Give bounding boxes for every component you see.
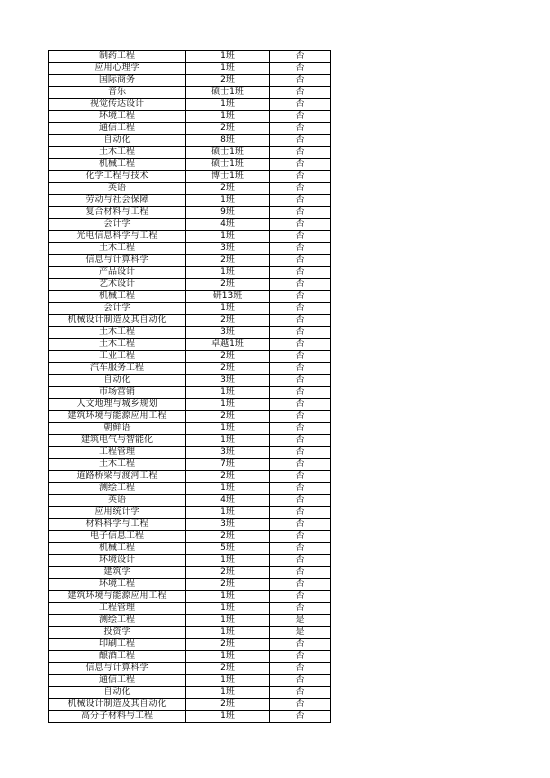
flag-cell: 否 — [270, 339, 331, 351]
class-cell: 1班 — [186, 195, 270, 207]
flag-cell: 否 — [270, 171, 331, 183]
class-cell: 2班 — [186, 363, 270, 375]
major-cell: 环境设计 — [49, 555, 186, 567]
table-row — [49, 63, 331, 75]
table-row — [49, 351, 331, 363]
flag-cell: 否 — [270, 711, 331, 723]
table-row — [49, 675, 331, 687]
major-cell: 人文地理与城乡规划 — [49, 399, 186, 411]
major-cell: 环境工程 — [49, 579, 186, 591]
table-row — [49, 387, 331, 399]
flag-cell: 否 — [270, 267, 331, 279]
table-row — [49, 711, 331, 723]
class-cell: 硕士1班 — [186, 147, 270, 159]
class-cell: 3班 — [186, 327, 270, 339]
flag-cell: 否 — [270, 519, 331, 531]
class-cell: 硕士1班 — [186, 87, 270, 99]
class-cell: 1班 — [186, 507, 270, 519]
table-row — [49, 603, 331, 615]
table-row — [49, 627, 331, 639]
flag-cell: 否 — [270, 315, 331, 327]
major-cell: 材料科学与工程 — [49, 519, 186, 531]
class-cell: 1班 — [186, 687, 270, 699]
major-cell: 环境工程 — [49, 111, 186, 123]
major-cell: 土木工程 — [49, 243, 186, 255]
flag-cell: 否 — [270, 87, 331, 99]
table-row — [49, 639, 331, 651]
flag-cell: 否 — [270, 531, 331, 543]
table-row — [49, 399, 331, 411]
class-cell: 卓越1班 — [186, 339, 270, 351]
major-cell: 光电信息科学与工程 — [49, 231, 186, 243]
class-cell: 2班 — [186, 315, 270, 327]
major-cell: 产品设计 — [49, 267, 186, 279]
flag-cell: 否 — [270, 591, 331, 603]
major-cell: 土木工程 — [49, 339, 186, 351]
table-row — [49, 687, 331, 699]
table-row — [49, 291, 331, 303]
major-cell: 土木工程 — [49, 147, 186, 159]
class-cell: 1班 — [186, 651, 270, 663]
table-row — [49, 615, 331, 627]
class-cell: 硕士1班 — [186, 159, 270, 171]
table-row — [49, 651, 331, 663]
major-cell: 英语 — [49, 495, 186, 507]
class-cell: 2班 — [186, 123, 270, 135]
major-cell: 工业工程 — [49, 351, 186, 363]
major-cell: 机械设计制造及其自动化 — [49, 315, 186, 327]
class-cell: 7班 — [186, 459, 270, 471]
table-row — [49, 435, 331, 447]
class-cell: 1班 — [186, 555, 270, 567]
major-cell: 机械工程 — [49, 291, 186, 303]
table-row — [49, 423, 331, 435]
class-cell: 1班 — [186, 591, 270, 603]
class-cell: 研13班 — [186, 291, 270, 303]
class-cell: 3班 — [186, 447, 270, 459]
flag-cell: 否 — [270, 135, 331, 147]
class-cell: 1班 — [186, 99, 270, 111]
class-cell: 5班 — [186, 543, 270, 555]
flag-cell: 否 — [270, 303, 331, 315]
major-cell: 会计学 — [49, 303, 186, 315]
major-cell: 土木工程 — [49, 459, 186, 471]
class-cell: 3班 — [186, 375, 270, 387]
class-cell: 2班 — [186, 579, 270, 591]
class-cell: 2班 — [186, 255, 270, 267]
table-body — [49, 51, 331, 723]
table-row — [49, 363, 331, 375]
flag-cell: 否 — [270, 51, 331, 63]
flag-cell: 否 — [270, 231, 331, 243]
table-row — [49, 375, 331, 387]
major-cell: 测绘工程 — [49, 483, 186, 495]
flag-cell: 否 — [270, 603, 331, 615]
table-row — [49, 243, 331, 255]
table-row — [49, 147, 331, 159]
major-cell: 建筑电气与智能化 — [49, 435, 186, 447]
table-row — [49, 543, 331, 555]
table-row — [49, 555, 331, 567]
major-cell: 信息与计算科学 — [49, 663, 186, 675]
class-cell: 8班 — [186, 135, 270, 147]
flag-cell: 否 — [270, 675, 331, 687]
table-row — [49, 411, 331, 423]
major-cell: 酿酒工程 — [49, 651, 186, 663]
flag-cell: 否 — [270, 195, 331, 207]
major-cell: 会计学 — [49, 219, 186, 231]
table-row — [49, 99, 331, 111]
major-cell: 应用心理学 — [49, 63, 186, 75]
class-cell: 1班 — [186, 483, 270, 495]
major-cell: 信息与计算科学 — [49, 255, 186, 267]
table-row — [49, 219, 331, 231]
class-cell: 博士1班 — [186, 171, 270, 183]
major-cell: 机械工程 — [49, 543, 186, 555]
flag-cell: 否 — [270, 639, 331, 651]
class-cell: 2班 — [186, 639, 270, 651]
major-cell: 市场营销 — [49, 387, 186, 399]
class-cell: 1班 — [186, 675, 270, 687]
class-cell: 1班 — [186, 435, 270, 447]
table-row — [49, 159, 331, 171]
class-cell: 9班 — [186, 207, 270, 219]
table-row — [49, 111, 331, 123]
flag-cell: 否 — [270, 243, 331, 255]
class-cell: 1班 — [186, 303, 270, 315]
major-cell: 自动化 — [49, 375, 186, 387]
major-cell: 国际商务 — [49, 75, 186, 87]
table-row — [49, 699, 331, 711]
class-cell: 2班 — [186, 531, 270, 543]
class-cell: 2班 — [186, 351, 270, 363]
class-cell: 2班 — [186, 411, 270, 423]
table-row — [49, 195, 331, 207]
flag-cell: 否 — [270, 387, 331, 399]
major-cell: 化学工程与技术 — [49, 171, 186, 183]
table-row — [49, 315, 331, 327]
major-cell: 机械工程 — [49, 159, 186, 171]
major-cell: 汽车服务工程 — [49, 363, 186, 375]
flag-cell: 否 — [270, 411, 331, 423]
table-row — [49, 171, 331, 183]
flag-cell: 否 — [270, 495, 331, 507]
table-row — [49, 663, 331, 675]
table-row — [49, 183, 331, 195]
class-cell: 2班 — [186, 279, 270, 291]
major-cell: 工程管理 — [49, 447, 186, 459]
table-row — [49, 507, 331, 519]
flag-cell: 否 — [270, 351, 331, 363]
class-cell: 1班 — [186, 603, 270, 615]
flag-cell: 否 — [270, 363, 331, 375]
flag-cell: 是 — [270, 615, 331, 627]
flag-cell: 否 — [270, 255, 331, 267]
major-cell: 工程管理 — [49, 603, 186, 615]
table-row — [49, 303, 331, 315]
table-row — [49, 231, 331, 243]
class-cell: 1班 — [186, 51, 270, 63]
flag-cell: 否 — [270, 99, 331, 111]
table-row — [49, 123, 331, 135]
major-cell: 朝鲜语 — [49, 423, 186, 435]
major-cell: 通信工程 — [49, 123, 186, 135]
flag-cell: 否 — [270, 579, 331, 591]
major-cell: 道路桥梁与渡河工程 — [49, 471, 186, 483]
table-row — [49, 495, 331, 507]
table-row — [49, 255, 331, 267]
major-cell: 建筑学 — [49, 567, 186, 579]
table-row — [49, 327, 331, 339]
major-cell: 通信工程 — [49, 675, 186, 687]
class-cell: 2班 — [186, 471, 270, 483]
table-row — [49, 483, 331, 495]
class-cell: 2班 — [186, 75, 270, 87]
major-cell: 自动化 — [49, 687, 186, 699]
class-cell: 2班 — [186, 663, 270, 675]
flag-cell: 否 — [270, 687, 331, 699]
flag-cell: 否 — [270, 555, 331, 567]
table-row — [49, 279, 331, 291]
table-row — [49, 75, 331, 87]
table-row — [49, 51, 331, 63]
major-cell: 投资学 — [49, 627, 186, 639]
major-cell: 建筑环境与能源应用工程 — [49, 591, 186, 603]
flag-cell: 否 — [270, 447, 331, 459]
major-cell: 高分子材料与工程 — [49, 711, 186, 723]
flag-cell: 否 — [270, 699, 331, 711]
flag-cell: 否 — [270, 123, 331, 135]
major-cell: 音乐 — [49, 87, 186, 99]
class-cell: 2班 — [186, 699, 270, 711]
major-cell: 电子信息工程 — [49, 531, 186, 543]
flag-cell: 否 — [270, 651, 331, 663]
major-cell: 复合材料与工程 — [49, 207, 186, 219]
flag-cell: 是 — [270, 627, 331, 639]
class-cell: 1班 — [186, 231, 270, 243]
class-cell: 1班 — [186, 423, 270, 435]
flag-cell: 否 — [270, 663, 331, 675]
flag-cell: 否 — [270, 207, 331, 219]
class-cell: 1班 — [186, 387, 270, 399]
major-cell: 应用统计学 — [49, 507, 186, 519]
class-cell: 1班 — [186, 399, 270, 411]
table-row — [49, 591, 331, 603]
flag-cell: 否 — [270, 543, 331, 555]
flag-cell: 否 — [270, 471, 331, 483]
table-row — [49, 87, 331, 99]
class-cell: 2班 — [186, 183, 270, 195]
class-table — [48, 50, 331, 723]
flag-cell: 否 — [270, 219, 331, 231]
major-cell: 土木工程 — [49, 327, 186, 339]
major-cell: 建筑环境与能源应用工程 — [49, 411, 186, 423]
flag-cell: 否 — [270, 291, 331, 303]
flag-cell: 否 — [270, 567, 331, 579]
flag-cell: 否 — [270, 459, 331, 471]
table-row — [49, 519, 331, 531]
major-cell: 英语 — [49, 183, 186, 195]
flag-cell: 否 — [270, 399, 331, 411]
class-cell: 1班 — [186, 63, 270, 75]
flag-cell: 否 — [270, 507, 331, 519]
flag-cell: 否 — [270, 279, 331, 291]
flag-cell: 否 — [270, 147, 331, 159]
table-row — [49, 459, 331, 471]
flag-cell: 否 — [270, 375, 331, 387]
flag-cell: 否 — [270, 423, 331, 435]
flag-cell: 否 — [270, 183, 331, 195]
major-cell: 视觉传达设计 — [49, 99, 186, 111]
table-row — [49, 579, 331, 591]
major-cell: 艺术设计 — [49, 279, 186, 291]
table-row — [49, 135, 331, 147]
flag-cell: 否 — [270, 111, 331, 123]
flag-cell: 否 — [270, 63, 331, 75]
class-cell: 4班 — [186, 219, 270, 231]
major-cell: 机械设计制造及其自动化 — [49, 699, 186, 711]
major-cell: 制药工程 — [49, 51, 186, 63]
table-row — [49, 339, 331, 351]
table-row — [49, 207, 331, 219]
table-row — [49, 531, 331, 543]
flag-cell: 否 — [270, 483, 331, 495]
class-cell: 1班 — [186, 711, 270, 723]
table-row — [49, 447, 331, 459]
table-row — [49, 471, 331, 483]
flag-cell: 否 — [270, 327, 331, 339]
class-cell: 4班 — [186, 495, 270, 507]
flag-cell: 否 — [270, 75, 331, 87]
major-cell: 印刷工程 — [49, 639, 186, 651]
table-row — [49, 567, 331, 579]
major-cell: 劳动与社会保障 — [49, 195, 186, 207]
class-cell: 3班 — [186, 519, 270, 531]
class-cell: 2班 — [186, 567, 270, 579]
class-cell: 1班 — [186, 615, 270, 627]
class-cell: 1班 — [186, 111, 270, 123]
major-cell: 测绘工程 — [49, 615, 186, 627]
class-cell: 1班 — [186, 267, 270, 279]
flag-cell: 否 — [270, 435, 331, 447]
class-cell: 3班 — [186, 243, 270, 255]
major-cell: 自动化 — [49, 135, 186, 147]
flag-cell: 否 — [270, 159, 331, 171]
class-cell: 1班 — [186, 627, 270, 639]
table-row — [49, 267, 331, 279]
